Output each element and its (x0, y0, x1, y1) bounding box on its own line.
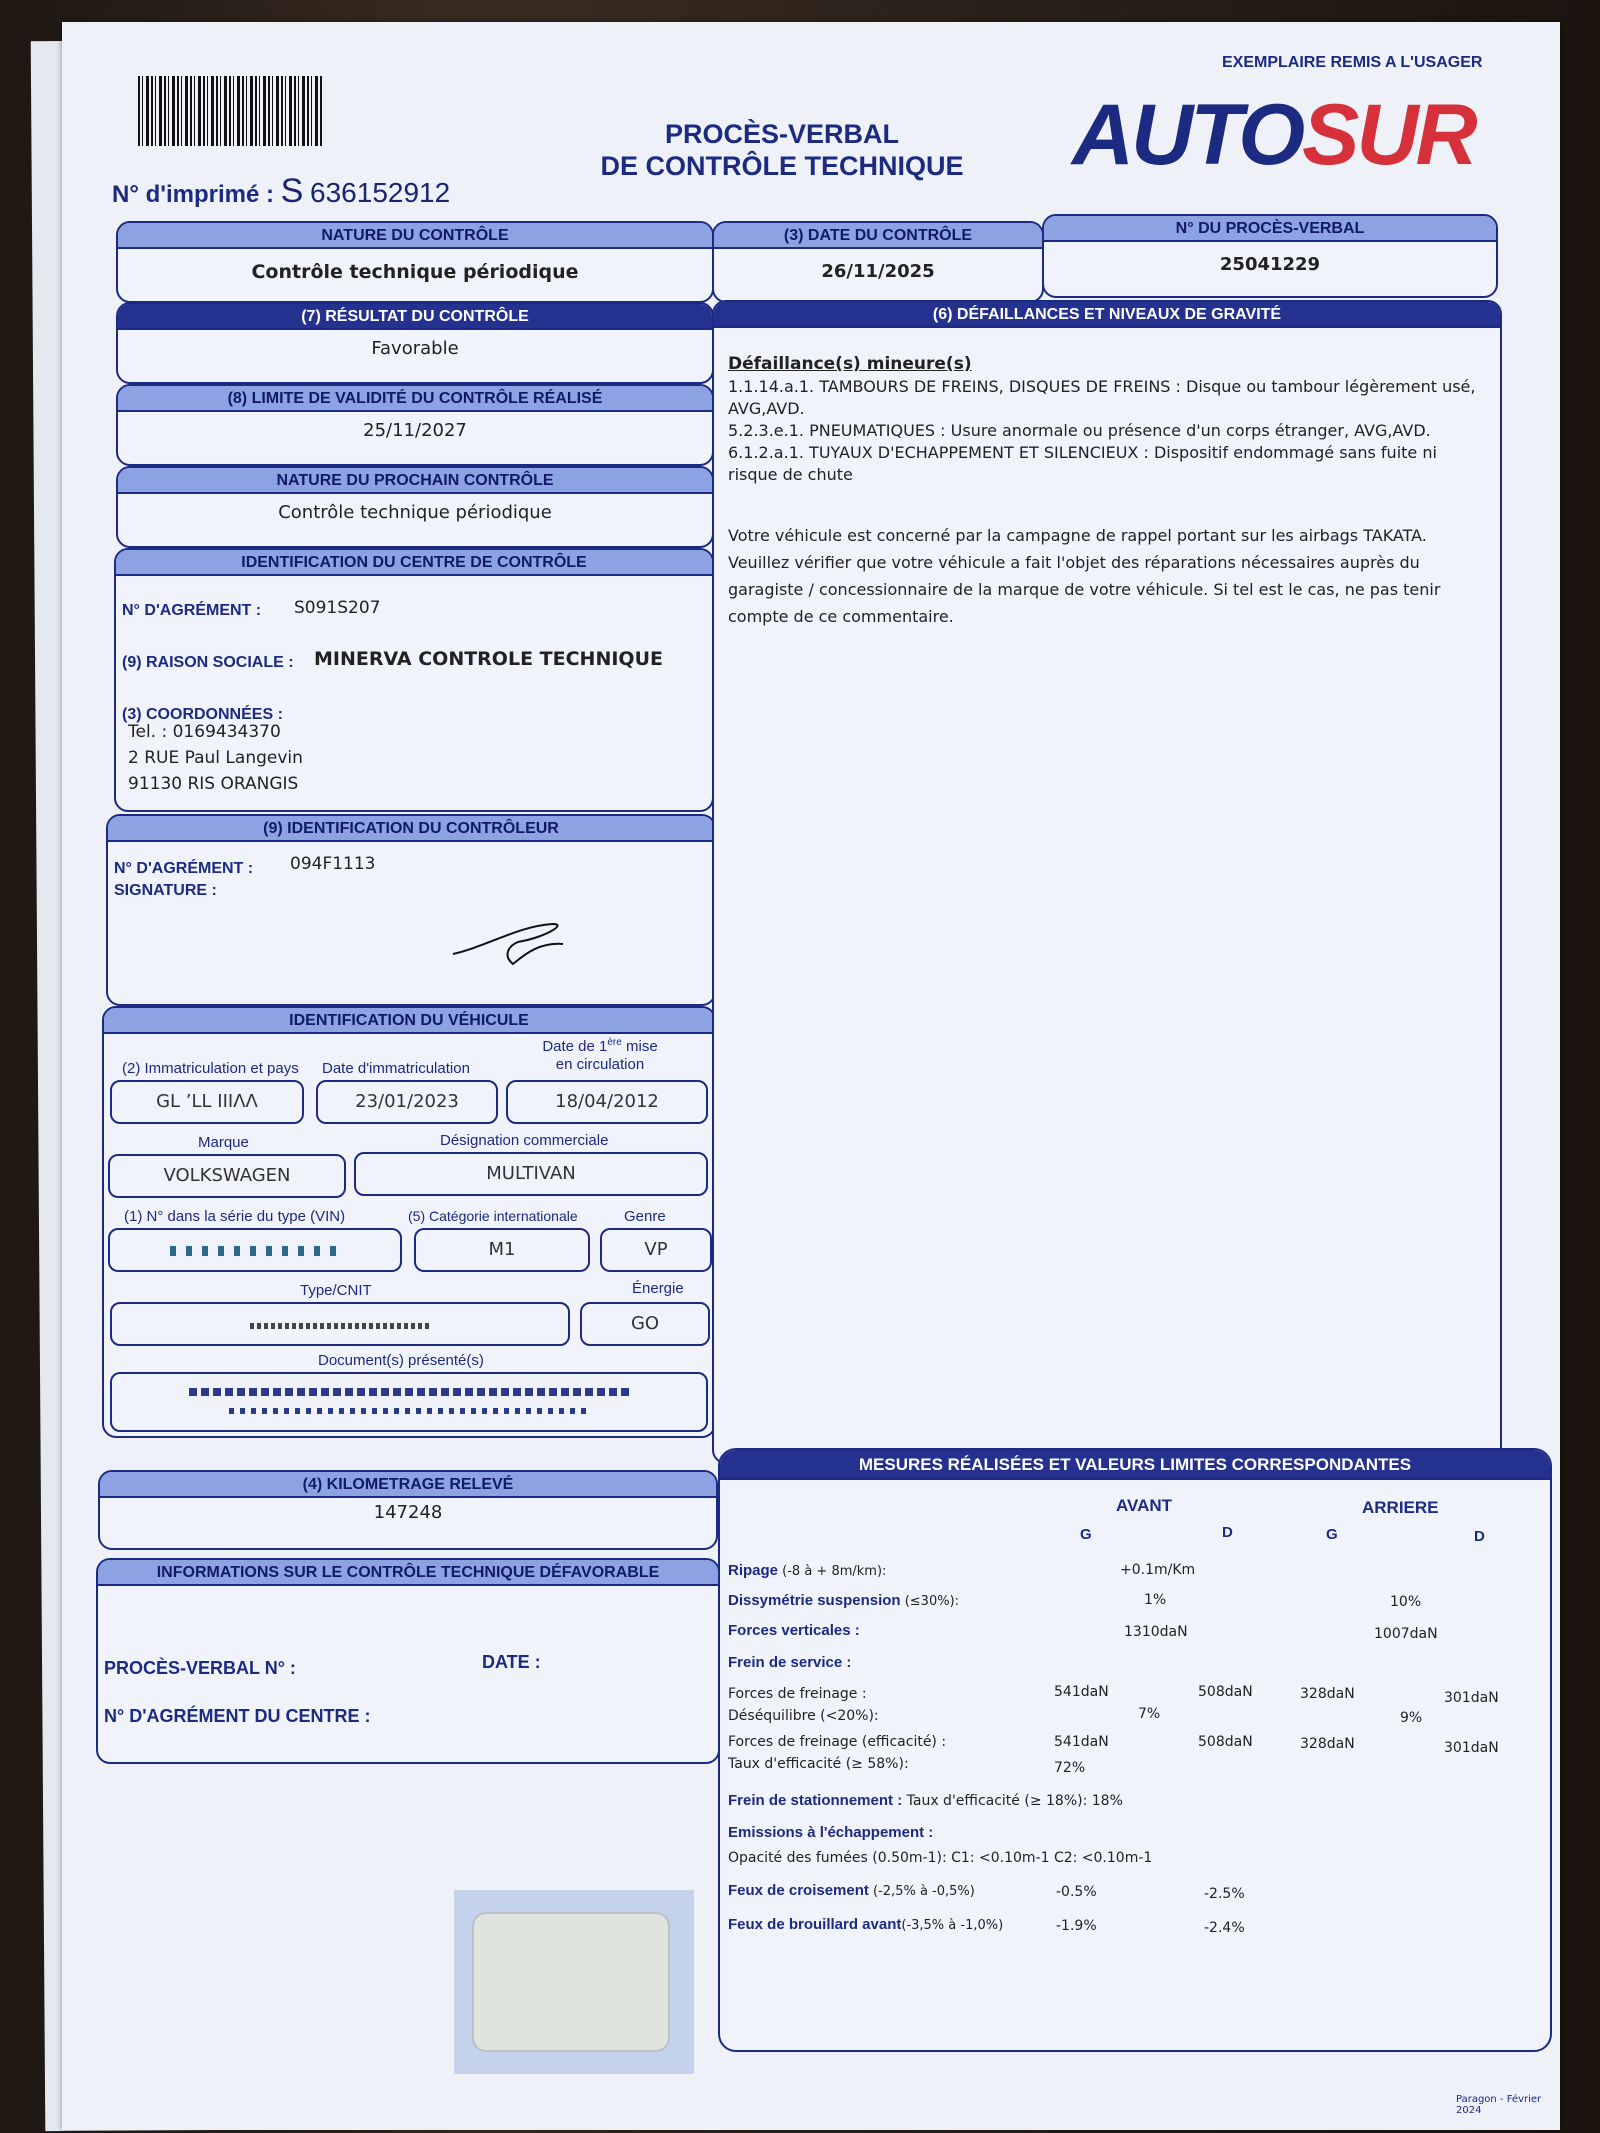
controleur-box (106, 814, 716, 1006)
date-immat-value: 23/01/2023 (316, 1080, 498, 1124)
kilometrage-box (98, 1470, 718, 1550)
premiere-mise-label: Date de 1ère mise en circulation (542, 1037, 658, 1073)
freinage-eff-avd: 508daN (1198, 1734, 1253, 1750)
emissions-label: Emissions à l'échappement : (728, 1824, 934, 1841)
brouillard-d: -2.4% (1204, 1920, 1245, 1936)
dissymetrie-label: Dissymétrie suspension (≤30%): (728, 1592, 960, 1609)
genre-value: VP (600, 1228, 712, 1272)
defaillances-heading: Défaillance(s) mineure(s) (728, 354, 972, 374)
freinage-label: Forces de freinage : (728, 1686, 867, 1702)
window-frame (454, 1890, 694, 2074)
arriere-header: ARRIERE (1362, 1498, 1439, 1517)
title-line-2: DE CONTRÔLE TECHNIQUE (600, 151, 964, 181)
validite-box (116, 384, 714, 466)
dissymetrie-avant: 1% (1144, 1592, 1167, 1608)
frein-service-label: Frein de service : (728, 1654, 852, 1671)
freinage-eff-arg: 328daN (1300, 1736, 1355, 1752)
autosur-logo: AUTOSUR (1072, 87, 1475, 183)
resultat-box (116, 302, 714, 384)
edition-footer: Paragon - Février 2024 (1456, 2094, 1542, 2116)
nature-controle-box (116, 221, 714, 303)
marque-value: VOLKSWAGEN (108, 1154, 346, 1198)
defaillance-3: 6.1.2.a.1. TUYAUX D'ECHAPPEMENT ET SILENCIEUX : Dispositif endommagé sans fuite ni risque de chute (728, 443, 1437, 484)
prochain-value: Contrôle technique périodique (278, 502, 552, 523)
freinage-eff-avg: 541daN (1054, 1734, 1109, 1750)
taux-value: 72% (1054, 1760, 1086, 1776)
print-number-value: 636152912 (310, 177, 451, 208)
immat-value: GL ʼLL ΙΙΙΛΛ (110, 1080, 304, 1124)
freinage-avd: 508daN (1198, 1684, 1253, 1700)
pv-number-value: 25041229 (1219, 254, 1321, 275)
genre-label: Genre (624, 1208, 666, 1225)
defavorable-box (96, 1558, 720, 1764)
croisement-g: -0.5% (1056, 1884, 1097, 1900)
vehicule-box (102, 1006, 716, 1438)
ripage-label: Ripage (-8 à + 8m/km): (728, 1562, 887, 1579)
vehicule-label: IDENTIFICATION DU VÉHICULE (104, 1008, 714, 1034)
date-immat-label: Date d'immatriculation (322, 1060, 470, 1077)
energie-value: GO (580, 1302, 710, 1346)
croisement-label: Feux de croisement (-2,5% à -0,5%) (728, 1882, 975, 1899)
croisement-d: -2.5% (1204, 1886, 1245, 1902)
energie-label: Énergie (632, 1280, 684, 1297)
validite-value: 25/11/2027 (363, 420, 467, 441)
date-controle-label: (3) DATE DU CONTRÔLE (714, 223, 1042, 249)
categorie-label: (5) Catégorie internationale (408, 1208, 578, 1224)
premiere-value: 18/04/2012 (506, 1080, 708, 1124)
takata-note: Votre véhicule est concerné par la campagne de rappel portant sur les airbags TAKATA. Veuillez vérifier que votre véhicule a fait l'objet des réparations nécessaires auprès du garagiste / concessionnaire de la marque de votre véhicule. Si tel est le cas, ne pas tenir compte de ce commentaire. (728, 526, 1441, 626)
date-controle-box (712, 221, 1044, 303)
brouillard-label: Feux de brouillard avant(-3,5% à -1,0%) (728, 1916, 1004, 1933)
controleur-label: (9) IDENTIFICATION DU CONTRÔLEUR (108, 816, 714, 842)
resultat-value: Favorable (371, 338, 459, 359)
mesures-box (718, 1448, 1552, 2052)
defavorable-date-label: DATE : (482, 1652, 541, 1672)
freinage-arg: 328daN (1300, 1686, 1355, 1702)
freinage-ard: 301daN (1444, 1690, 1499, 1706)
vin-value (108, 1228, 402, 1272)
title-line-1: PROCÈS-VERBAL (664, 119, 900, 149)
taux-label: Taux d'efficacité (≥ 58%): (728, 1756, 909, 1772)
arriere-d: D (1474, 1528, 1485, 1545)
controleur-agrement-label: N° D'AGRÉMENT : (114, 860, 254, 877)
defavorable-label: INFORMATIONS SUR LE CONTRÔLE TECHNIQUE DÉFAVORABLE (98, 1560, 718, 1586)
defaillances-label: (6) DÉFAILLANCES ET NIVEAUX DE GRAVITÉ (714, 302, 1500, 328)
arriere-g: G (1326, 1526, 1338, 1543)
verticales-label: Forces verticales : (728, 1622, 860, 1639)
verticales-arriere: 1007daN (1374, 1626, 1438, 1642)
documents-label: Document(s) présenté(s) (318, 1352, 484, 1369)
desequilibre-label: Déséquilibre (<20%): (728, 1708, 879, 1724)
type-cnit-label: Type/CNIT (300, 1282, 372, 1299)
resultat-label: (7) RÉSULTAT DU CONTRÔLE (118, 304, 712, 330)
immat-label: (2) Immatriculation et pays (122, 1060, 299, 1077)
desequilibre-avant: 7% (1138, 1706, 1161, 1722)
centre-address-2: 91130 RIS ORANGIS (128, 774, 299, 794)
nature-controle-value: Contrôle technique périodique (251, 261, 579, 283)
centre-agrement-value: S091S207 (294, 598, 381, 618)
defaillance-2: 5.2.3.e.1. PNEUMATIQUES : Usure anormale ou présence d'un corps étranger, AVG,AVD. (728, 421, 1431, 440)
defavorable-pv-label: PROCÈS-VERBAL N° : (104, 1658, 296, 1678)
raison-sociale-value: MINERVA CONTROLE TECHNIQUE (314, 648, 663, 670)
vin-label: (1) N° dans la série du type (VIN) (124, 1208, 346, 1225)
designation-value: MULTIVAN (354, 1152, 708, 1196)
barcode (138, 76, 324, 146)
brouillard-g: -1.9% (1056, 1918, 1097, 1934)
pv-number-box (1042, 214, 1498, 298)
inspection-report (62, 22, 1560, 2130)
raison-sociale-label: (9) RAISON SOCIALE : (122, 654, 294, 671)
documents-value (110, 1372, 708, 1432)
prochain-box (116, 466, 714, 548)
centre-agrement-label: N° D'AGRÉMENT : (122, 602, 262, 619)
defaillance-1: 1.1.14.a.1. TAMBOURS DE FREINS, DISQUES DE FREINS : Disque ou tambour légèrement usé, AVG,AVD. (728, 377, 1476, 418)
print-number (112, 172, 450, 211)
designation-label: Désignation commerciale (440, 1132, 609, 1149)
verticales-avant: 1310daN (1124, 1624, 1188, 1640)
centre-tel: Tel. : 0169434370 (128, 722, 281, 742)
categorie-value: M1 (414, 1228, 590, 1272)
freinage-avg: 541daN (1054, 1684, 1109, 1700)
nature-controle-label: NATURE DU CONTRÔLE (118, 223, 712, 249)
defavorable-agrement-label: N° D'AGRÉMENT DU CENTRE : (104, 1706, 371, 1726)
opacite-value: Opacité des fumées (0.50m-1): C1: <0.10m-1 C2: <0.10m-1 (728, 1850, 1153, 1866)
freinage-eff-label: Forces de freinage (efficacité) : (728, 1734, 947, 1750)
validite-label: (8) LIMITE DE VALIDITÉ DU CONTRÔLE RÉALISÉ (118, 386, 712, 412)
envelope-window (472, 1912, 670, 2052)
avant-d: D (1222, 1524, 1233, 1541)
kilometrage-value: 147248 (373, 1502, 443, 1523)
ripage-value: +0.1m/Km (1120, 1562, 1196, 1578)
defaillances-box (712, 300, 1502, 1464)
type-cnit-value (110, 1302, 570, 1346)
avant-g: G (1080, 1526, 1092, 1543)
signature (448, 916, 578, 976)
copy-label: EXEMPLAIRE REMIS A L'USAGER (1222, 54, 1483, 71)
centre-address-1: 2 RUE Paul Langevin (128, 748, 303, 768)
marque-label: Marque (198, 1134, 249, 1151)
dissymetrie-arriere: 10% (1390, 1594, 1422, 1610)
signature-label: SIGNATURE : (114, 882, 217, 899)
desequilibre-arriere: 9% (1400, 1710, 1423, 1726)
kilometrage-label: (4) KILOMETRAGE RELEVÉ (100, 1472, 716, 1498)
centre-label: IDENTIFICATION DU CENTRE DE CONTRÔLE (116, 550, 712, 576)
mesures-label: MESURES RÉALISÉES ET VALEURS LIMITES CORRESPONDANTES (720, 1450, 1550, 1480)
centre-box (114, 548, 714, 812)
avant-header: AVANT (1116, 1496, 1173, 1515)
prochain-label: NATURE DU PROCHAIN CONTRÔLE (118, 468, 712, 494)
stationnement-label: Frein de stationnement : Taux d'efficacité (≥ 18%): 18% (728, 1792, 1123, 1809)
coordonnees-label: (3) COORDONNÉES : (122, 706, 283, 723)
print-number-label: N° d'imprimé : (112, 181, 274, 208)
freinage-eff-ard: 301daN (1444, 1740, 1499, 1756)
print-number-prefix: S (280, 172, 304, 210)
pv-number-label: N° DU PROCÈS-VERBAL (1044, 216, 1496, 242)
controleur-agrement-value: 094F1113 (290, 854, 376, 874)
document-title (572, 118, 992, 182)
date-controle-value: 26/11/2025 (821, 261, 935, 282)
